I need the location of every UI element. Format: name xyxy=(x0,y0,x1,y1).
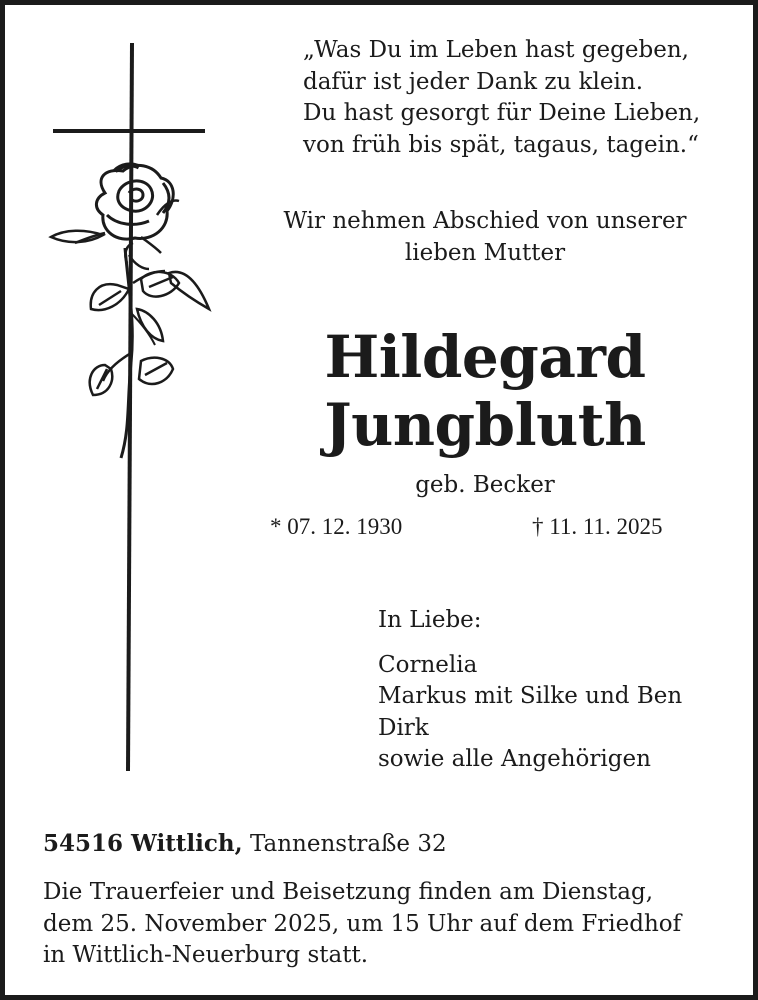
birth-date: * 07. 12. 1930 xyxy=(270,514,403,539)
farewell-line: lieben Mutter xyxy=(404,240,566,266)
service-line: Die Trauerfeier und Beisetzung finden am Dienstag, xyxy=(43,879,654,905)
quote-line: dafür ist jeder Dank zu klein. xyxy=(303,68,644,95)
quote-line: Du hast gesorgt für Deine Lieben, xyxy=(303,100,701,126)
cross-with-rose-icon xyxy=(45,43,220,773)
address-street: Tannenstraße 32 xyxy=(249,831,447,857)
funeral-service-info xyxy=(43,877,681,972)
quote-line: von früh bis spät, tagaus, tagein.“ xyxy=(303,131,699,158)
mourner-name: Dirk xyxy=(378,714,429,741)
mourners-list xyxy=(378,605,682,776)
quote-line: „Was Du im Leben hast gegeben, xyxy=(303,37,689,63)
mourner-name: Cornelia xyxy=(378,651,478,678)
birth-name: geb. Becker xyxy=(415,472,555,498)
address-city: 54516 Wittlich, xyxy=(43,830,243,857)
life-dates xyxy=(270,512,710,544)
farewell-line: Wir nehmen Abschied von unserer xyxy=(283,208,687,234)
deceased-last-name: Jungbluth xyxy=(324,391,646,459)
deceased-name xyxy=(255,323,715,459)
farewell-text xyxy=(255,205,715,269)
service-line: dem 25. November 2025, um 15 Uhr auf dem Friedhof xyxy=(43,910,682,937)
deceased-first-name: Hildegard xyxy=(324,323,646,391)
family-address xyxy=(43,829,447,859)
death-date: † 11. 11. 2025 xyxy=(532,514,663,539)
mourners-intro: In Liebe: xyxy=(378,607,482,633)
memorial-quote xyxy=(303,35,700,161)
service-line: in Wittlich-Neuerburg statt. xyxy=(43,942,369,968)
mourner-name: sowie alle Angehörigen xyxy=(378,746,651,772)
mourner-name: Markus mit Silke und Ben xyxy=(378,683,683,709)
